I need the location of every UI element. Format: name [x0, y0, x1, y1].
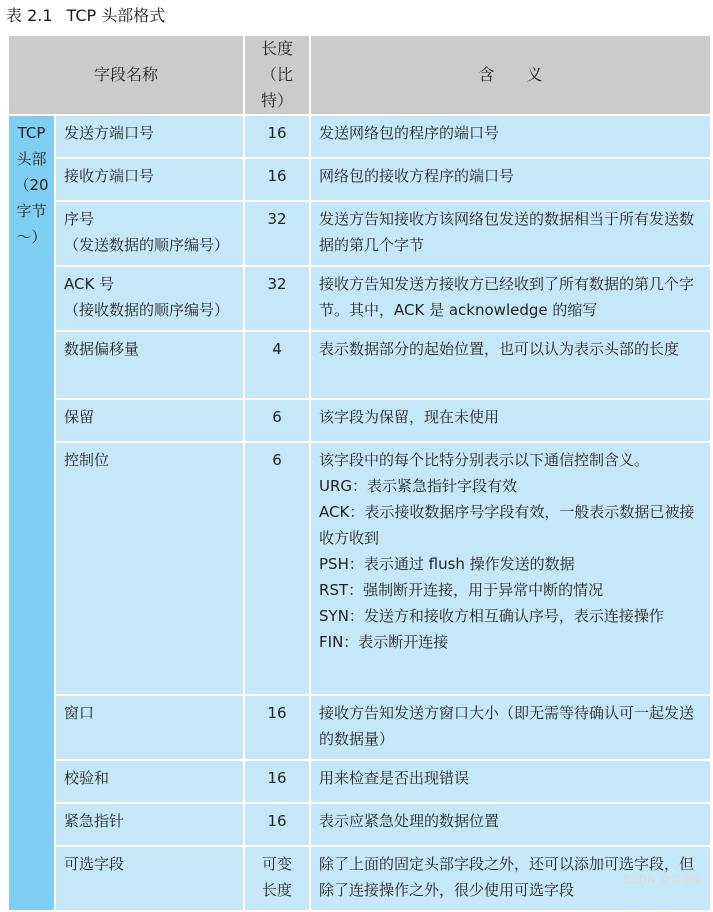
- field-name: 校验和: [64, 769, 110, 787]
- description-line: 接收方告知发送方接收方已经收到了所有数据的第几个字节。其中，ACK 是 acknowledge 的缩写: [319, 275, 695, 319]
- field-description: [310, 331, 711, 399]
- field-name: 窗口: [64, 704, 95, 722]
- field-name: 数据偏移量: [64, 340, 140, 358]
- field-name-cell: [55, 846, 244, 911]
- field-length-text: 6: [272, 451, 282, 469]
- group-label-line: （20: [14, 176, 49, 194]
- header-length: [244, 35, 310, 115]
- field-description: [310, 201, 711, 266]
- field-length: [244, 266, 310, 331]
- table-row: [8, 266, 711, 331]
- description-line: FIN：表示断开连接: [319, 633, 449, 651]
- description-line: 表示应紧急处理的数据位置: [319, 812, 500, 830]
- field-description: [310, 158, 711, 201]
- field-name-cell: [55, 695, 244, 760]
- table-row: [8, 115, 711, 158]
- field-length: [244, 695, 310, 760]
- field-name: 紧急指针: [64, 812, 125, 830]
- field-length-text: 16: [267, 124, 287, 142]
- field-description: [310, 803, 711, 846]
- field-name-cell: [55, 803, 244, 846]
- group-label-line: ～）: [16, 228, 47, 246]
- description-line: 发送方告知接收方该网络包发送的数据相当于所有发送数据的第几个字节: [319, 210, 695, 254]
- field-subtitle: （发送数据的顺序编号）: [64, 236, 230, 254]
- table-row: [8, 399, 711, 442]
- table-row: [8, 201, 711, 266]
- group-label-line: 头部: [16, 150, 47, 168]
- description-line: 发送网络包的程序的端口号: [319, 124, 500, 142]
- field-length-text: 4: [272, 340, 282, 358]
- description-line: 该字段为保留，现在未使用: [319, 408, 500, 426]
- header-meaning: 含 义: [310, 35, 711, 115]
- field-description: [310, 399, 711, 442]
- field-description: [310, 266, 711, 331]
- header-length-line2: （比特）: [261, 65, 294, 110]
- field-length: [244, 442, 310, 695]
- field-description: [310, 442, 711, 695]
- field-length: [244, 399, 310, 442]
- description-line: 表示数据部分的起始位置，也可以认为表示头部的长度: [319, 340, 680, 358]
- table-row: [8, 803, 711, 846]
- description-line: 该字段中的每个比特分别表示以下通信控制含义。: [319, 451, 650, 469]
- field-length-text: 6: [272, 408, 282, 426]
- field-name: 保留: [64, 408, 95, 426]
- watermark: CSDN @侯喵喵: [624, 873, 703, 886]
- field-name-cell: [55, 399, 244, 442]
- table-row: [8, 846, 711, 911]
- field-subtitle: （接收数据的顺序编号）: [64, 301, 230, 319]
- field-length-text: 16: [267, 167, 287, 185]
- description-line: SYN：发送方和接收方相互确认序号，表示连接操作: [319, 607, 664, 625]
- field-name-cell: [55, 442, 244, 695]
- field-length-text: 16: [267, 769, 287, 787]
- header-length-line1: 长度: [261, 39, 294, 58]
- field-name-cell: [55, 201, 244, 266]
- field-length: [244, 115, 310, 158]
- field-name-cell: [55, 760, 244, 803]
- field-length: [244, 803, 310, 846]
- table-row: [8, 760, 711, 803]
- field-name: 控制位: [64, 451, 110, 469]
- caption-number: 表 2.1: [6, 6, 53, 25]
- caption-title: TCP 头部格式: [66, 6, 166, 25]
- group-label-line: 字节: [16, 202, 47, 220]
- field-length-text: 可变长度: [262, 855, 293, 899]
- header-field-name: 字段名称: [8, 35, 244, 115]
- tcp-header-table: [7, 34, 712, 912]
- field-name-cell: [55, 158, 244, 201]
- field-name: ACK 号: [64, 275, 115, 293]
- header-row: [8, 35, 711, 115]
- field-name-cell: [55, 331, 244, 399]
- field-length-text: 16: [267, 812, 287, 830]
- field-length-text: 16: [267, 704, 287, 722]
- field-name: 可选字段: [64, 855, 125, 873]
- field-name-cell: [55, 266, 244, 331]
- group-cell-tcp-header: [8, 115, 55, 911]
- description-line: ACK：表示接收数据序号字段有效，一般表示数据已被接收方收到: [319, 503, 695, 547]
- table-caption: [6, 3, 165, 29]
- field-description: [310, 760, 711, 803]
- description-line: 用来检查是否出现错误: [319, 769, 470, 787]
- description-line: PSH：表示通过 flush 操作发送的数据: [319, 555, 575, 573]
- field-length: [244, 331, 310, 399]
- table-row: [8, 695, 711, 760]
- field-name: 序号: [64, 210, 95, 228]
- table-row: [8, 442, 711, 695]
- field-length: [244, 846, 310, 911]
- table-row: [8, 331, 711, 399]
- field-name-cell: [55, 115, 244, 158]
- field-length: [244, 201, 310, 266]
- field-description: [310, 115, 711, 158]
- field-length: [244, 760, 310, 803]
- description-line: RST：强制断开连接，用于异常中断的情况: [319, 581, 604, 599]
- field-length: [244, 158, 310, 201]
- field-name: 接收方端口号: [64, 167, 155, 185]
- field-description: [310, 695, 711, 760]
- description-line: 除了上面的固定头部字段之外，还可以添加可选字段，但除了连接操作之外，很少使用可选字段: [319, 855, 695, 899]
- description-line: 网络包的接收方程序的端口号: [319, 167, 515, 185]
- field-length-text: 32: [267, 210, 287, 228]
- description-line: 接收方告知发送方窗口大小（即无需等待确认可一起发送的数据量）: [319, 704, 695, 748]
- field-name: 发送方端口号: [64, 124, 155, 142]
- table-row: [8, 158, 711, 201]
- description-line: URG：表示紧急指针字段有效: [319, 477, 518, 495]
- field-length-text: 32: [267, 275, 287, 293]
- group-label-line: TCP: [17, 124, 46, 142]
